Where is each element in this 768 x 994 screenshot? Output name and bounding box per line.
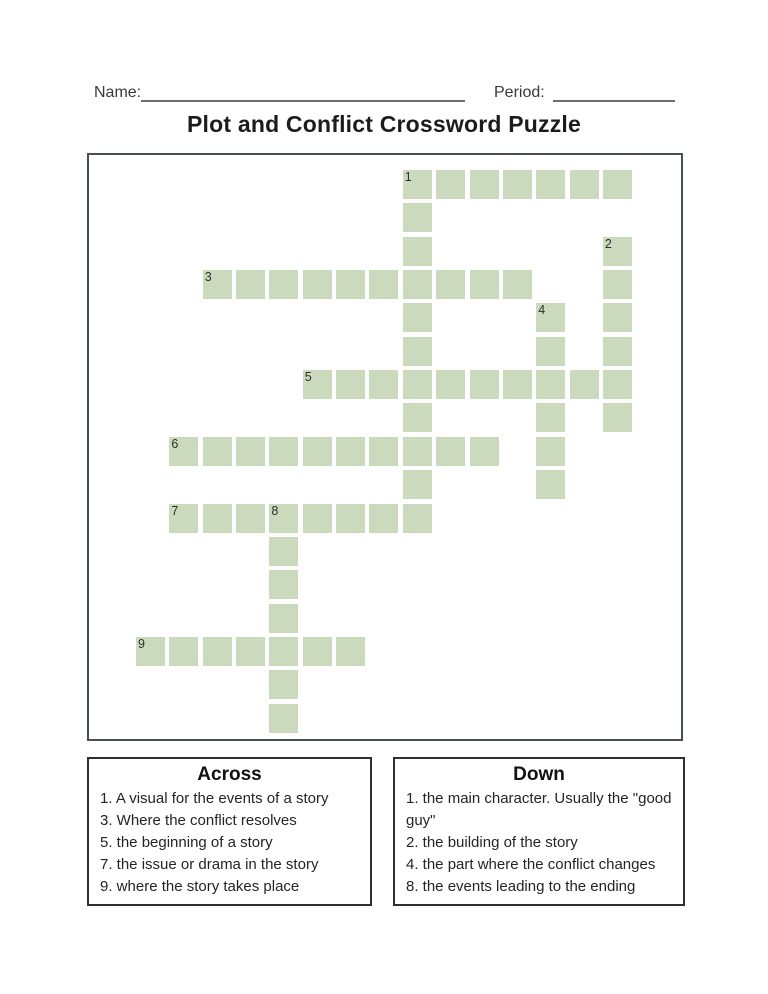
clue-item: 8. the events leading to the ending bbox=[406, 878, 636, 895]
grid-cell[interactable] bbox=[369, 504, 398, 533]
clue-item: 1. the main character. Usually the "good guy" bbox=[406, 790, 672, 829]
grid-cell[interactable] bbox=[403, 470, 432, 499]
grid-cell[interactable] bbox=[570, 170, 599, 199]
grid-cell[interactable] bbox=[436, 437, 465, 466]
grid-cell[interactable] bbox=[503, 370, 532, 399]
clue-item: 5. the beginning of a story bbox=[100, 834, 273, 851]
grid-cell[interactable] bbox=[403, 437, 432, 466]
grid-cell[interactable] bbox=[403, 403, 432, 432]
grid-cell[interactable] bbox=[603, 403, 632, 432]
cell-number: 5 bbox=[304, 370, 312, 385]
grid-cell[interactable] bbox=[136, 637, 165, 666]
cell-number: 7 bbox=[171, 503, 179, 518]
grid-cell[interactable] bbox=[603, 303, 632, 332]
grid-cell[interactable] bbox=[603, 370, 632, 399]
grid-cell[interactable] bbox=[470, 170, 499, 199]
grid-cell[interactable] bbox=[336, 270, 365, 299]
grid-cell[interactable] bbox=[503, 270, 532, 299]
grid-cell[interactable] bbox=[470, 270, 499, 299]
grid-cell[interactable] bbox=[336, 504, 365, 533]
grid-cell[interactable] bbox=[236, 437, 265, 466]
clue-item: 1. A visual for the events of a story bbox=[100, 790, 329, 807]
grid-cell[interactable] bbox=[536, 303, 565, 332]
grid-cell[interactable] bbox=[203, 270, 232, 299]
grid-cell[interactable] bbox=[403, 303, 432, 332]
grid-cell[interactable] bbox=[503, 170, 532, 199]
grid-cell[interactable] bbox=[603, 237, 632, 266]
grid-cell[interactable] bbox=[303, 504, 332, 533]
grid-cell[interactable] bbox=[269, 604, 298, 633]
name-field-line[interactable] bbox=[141, 100, 465, 102]
clue-item: 2. the building of the story bbox=[406, 834, 578, 851]
grid-cell[interactable] bbox=[403, 337, 432, 366]
grid-cell[interactable] bbox=[536, 470, 565, 499]
clue-item: 7. the issue or drama in the story bbox=[100, 856, 319, 873]
grid-cell[interactable] bbox=[603, 170, 632, 199]
period-label: Period: bbox=[494, 84, 545, 101]
grid-cell[interactable] bbox=[570, 370, 599, 399]
clue-item: 4. the part where the conflict changes bbox=[406, 856, 656, 873]
cell-number: 4 bbox=[538, 303, 546, 318]
grid-cell[interactable] bbox=[536, 337, 565, 366]
grid-cell[interactable] bbox=[303, 370, 332, 399]
grid-cell[interactable] bbox=[269, 570, 298, 599]
grid-cell[interactable] bbox=[403, 170, 432, 199]
grid-cell[interactable] bbox=[269, 637, 298, 666]
grid-cell[interactable] bbox=[436, 370, 465, 399]
grid-cell[interactable] bbox=[369, 370, 398, 399]
grid-cell[interactable] bbox=[303, 637, 332, 666]
grid-cell[interactable] bbox=[470, 437, 499, 466]
grid-cell[interactable] bbox=[269, 537, 298, 566]
grid-cell[interactable] bbox=[369, 437, 398, 466]
grid-cell[interactable] bbox=[536, 170, 565, 199]
grid-cell[interactable] bbox=[169, 637, 198, 666]
grid-cell[interactable] bbox=[269, 704, 298, 733]
grid-cell[interactable] bbox=[403, 237, 432, 266]
down-clue-list bbox=[395, 787, 683, 898]
grid-cell[interactable] bbox=[236, 270, 265, 299]
grid-cell[interactable] bbox=[269, 437, 298, 466]
grid-cell[interactable] bbox=[603, 337, 632, 366]
grid-cell[interactable] bbox=[303, 437, 332, 466]
grid-cell[interactable] bbox=[403, 270, 432, 299]
grid-cell[interactable] bbox=[436, 170, 465, 199]
grid-cell[interactable] bbox=[269, 504, 298, 533]
cell-number: 1 bbox=[404, 170, 412, 184]
grid-cell[interactable] bbox=[269, 270, 298, 299]
cell-number: 2 bbox=[604, 236, 612, 251]
grid-cell[interactable] bbox=[336, 637, 365, 666]
grid-cell[interactable] bbox=[269, 670, 298, 699]
cell-number: 3 bbox=[204, 270, 212, 285]
across-clues-box bbox=[87, 757, 372, 906]
grid-cell[interactable] bbox=[169, 504, 198, 533]
name-label: Name: bbox=[94, 84, 142, 101]
grid-cell[interactable] bbox=[169, 437, 198, 466]
across-clue-list bbox=[89, 787, 370, 898]
grid-cell[interactable] bbox=[203, 637, 232, 666]
crossword-grid bbox=[87, 153, 683, 741]
grid-cell[interactable] bbox=[303, 270, 332, 299]
clue-item: 9. where the story takes place bbox=[100, 878, 300, 895]
down-clues-box bbox=[393, 757, 685, 906]
grid-cell[interactable] bbox=[336, 370, 365, 399]
clue-item: 3. Where the conflict resolves bbox=[100, 812, 297, 829]
period-field-line[interactable] bbox=[553, 100, 675, 102]
cell-number: 6 bbox=[171, 436, 179, 451]
grid-cell[interactable] bbox=[403, 203, 432, 232]
cell-number: 8 bbox=[271, 503, 279, 518]
grid-cell[interactable] bbox=[369, 270, 398, 299]
grid-cell[interactable] bbox=[403, 370, 432, 399]
grid-cell[interactable] bbox=[603, 270, 632, 299]
grid-cell[interactable] bbox=[203, 437, 232, 466]
across-title: Across bbox=[197, 764, 262, 785]
grid-cell[interactable] bbox=[336, 437, 365, 466]
grid-cell[interactable] bbox=[203, 504, 232, 533]
grid-cell[interactable] bbox=[236, 504, 265, 533]
down-title: Down bbox=[513, 764, 565, 785]
grid-cell[interactable] bbox=[536, 403, 565, 432]
grid-cell[interactable] bbox=[536, 370, 565, 399]
grid-cell[interactable] bbox=[470, 370, 499, 399]
grid-cell[interactable] bbox=[436, 270, 465, 299]
grid-cell[interactable] bbox=[403, 504, 432, 533]
cell-number: 9 bbox=[138, 636, 145, 651]
grid-cell[interactable] bbox=[536, 437, 565, 466]
grid-cell[interactable] bbox=[236, 637, 265, 666]
page-title: Plot and Conflict Crossword Puzzle bbox=[187, 111, 581, 137]
